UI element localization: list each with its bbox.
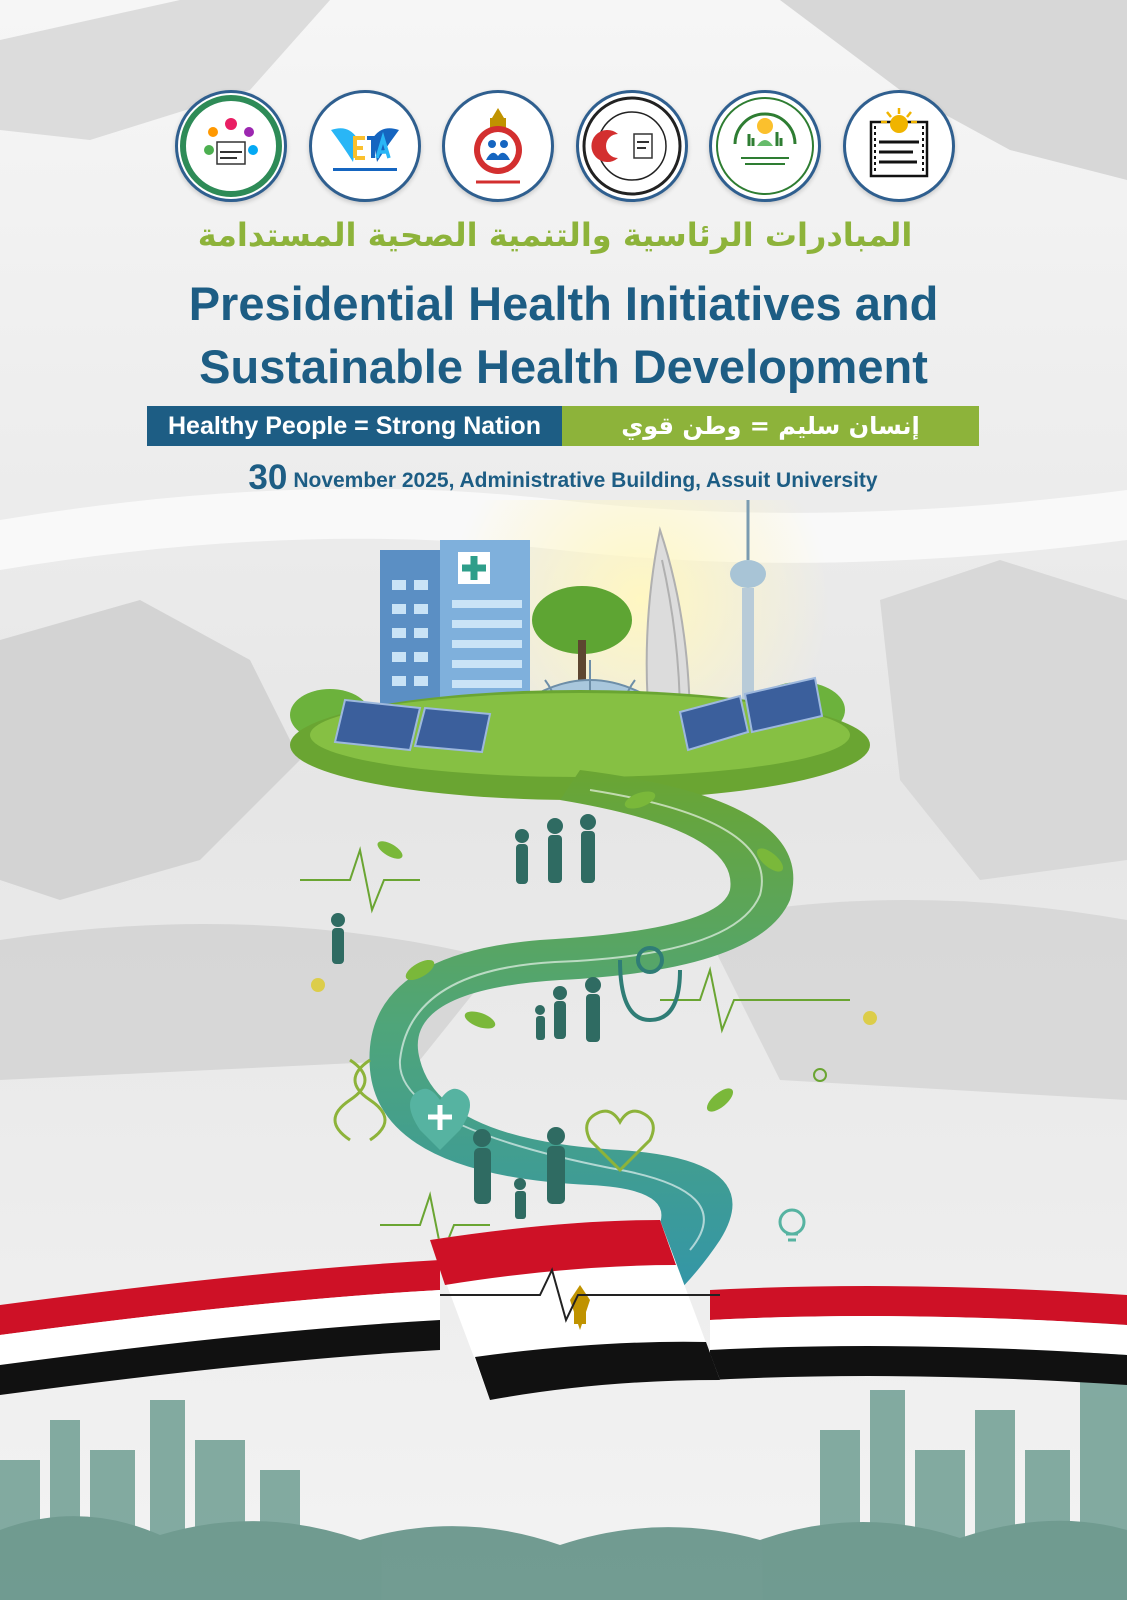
- slogan-english: Healthy People = Strong Nation: [147, 406, 562, 446]
- event-date-venue: [147, 458, 979, 498]
- slogan-bar: [147, 406, 979, 446]
- lightbulb-icon: [780, 1210, 804, 1240]
- faculty-of-medicine-logo: [576, 90, 688, 202]
- egyptian-flag-ribbon: [0, 1220, 1127, 1400]
- slogan-arabic: إنسان سليم = وطن قوي: [562, 406, 979, 446]
- assiut-university-logo: [843, 90, 955, 202]
- egyptian-thyroid-association-logo: [309, 90, 421, 202]
- health-city-illustration: [0, 500, 1127, 1600]
- logo-row: [175, 90, 955, 206]
- page-title: [120, 272, 1007, 398]
- title-line-2: Sustainable Health Development: [199, 340, 928, 393]
- ministry-of-health-logo: [442, 90, 554, 202]
- sustainable-development-center-logo: [175, 90, 287, 202]
- arabic-title: المبادرات الرئاسية والتنمية الصحية المستدامة: [197, 216, 913, 254]
- title-line-1: Presidential Health Initiatives and: [188, 277, 939, 330]
- community-service-sector-logo: [709, 90, 821, 202]
- event-details: November 2025, Administrative Building, Assuit University: [293, 469, 878, 492]
- event-day: 30: [248, 458, 288, 497]
